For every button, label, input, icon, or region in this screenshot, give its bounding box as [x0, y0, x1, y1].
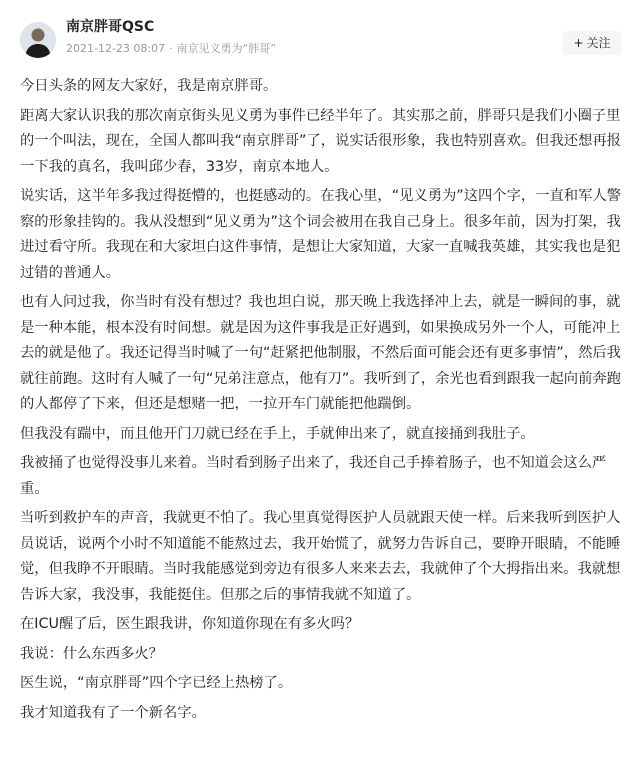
post-paragraph: 距离大家认识我的那次南京街头见义勇为事件已经半年了。其实那之前，胖哥只是我们小圈子里的一个叫法，现在，全国人都叫我“南京胖哥”了，说实话很形象，我也特别喜欢。但我还想再报一下我的真名，我叫邱少春，33岁，南京本地人。 — [20, 107, 621, 175]
post-paragraph: 当听到救护车的声音，我就更不怕了。我心里真觉得医护人员就跟天使一样。后来我听到医护人员说话，说两个小时不知道能不能熬过去，我开始慌了，就努力告诉自己，要睁开眼睛，不能睡觉，但我睁不开眼睛。当时我能感觉到旁边有很多人来来去去，我就伸了个大拇指出来。我就想告诉大家，我没事，我能挺住。但那之后的事情我就不知道了。 — [20, 510, 621, 603]
avatar-person-icon — [20, 22, 56, 58]
post-paragraph: 也有人问过我，你当时有没有想过？我也坦白说，那天晚上我选择冲上去，就是一瞬间的事，就是一种本能，根本没有时间想。就是因为这件事我是正好遇到，如果换成另外一个人，可能冲上去的就是他了。我还记得当时喊了一句“赶紧把他制服，不然后面可能会还有更多事情”，然后我就往前跑。这时有人喊了一句“兄弟注意点，他有刀”。我听到了，余光也看到跟我一起向前奔跑的人都停了下来，但还是想赌一把，一拉开车门就能把他踹倒。 — [20, 294, 621, 412]
post-header — [0, 0, 641, 70]
plus-icon: + — [573, 36, 584, 50]
post-paragraph: 医生说，“南京胖哥”四个字已经上热榜了。 — [20, 675, 293, 691]
avatar[interactable] — [20, 22, 56, 58]
post-paragraph: 说实话，这半年多我过得挺懵的，也挺感动的。在我心里，“见义勇为”这四个字，一直和军人警察的形象挂钩的。我从没想到“见义勇为”这个词会被用在我自己身上。很多年前，因为打架，我进过看守所。我现在和大家坦白这件事情，是想让大家知道，大家一直喊我英雄，其实我也是犯过错的普通人。 — [20, 188, 621, 281]
follow-button[interactable] — [563, 31, 621, 55]
author-subtitle: 南京见义勇为“胖哥” — [176, 42, 277, 55]
meta-separator: · — [169, 42, 173, 55]
author-name[interactable]: 南京胖哥QSC — [66, 19, 155, 35]
post-meta — [66, 41, 276, 57]
post-paragraph: 在ICU醒了后，医生跟我讲，你知道你现在有多火吗？ — [20, 616, 360, 632]
follow-button-label: 关注 — [586, 36, 611, 50]
post-paragraph: 我说：什么东西多火？ — [20, 645, 163, 662]
post-content — [20, 74, 622, 730]
post-paragraph: 我才知道我有了一个新名字。 — [20, 704, 206, 721]
post-paragraph: 我被捅了也觉得没事儿来着。当时看到肠子出来了，我还自己手捧着肠子，也不知道会这么严重。 — [20, 455, 607, 497]
post-paragraph: 今日头条的网友大家好，我是南京胖哥。 — [20, 78, 278, 94]
post-timestamp: 2021-12-23 08:07 — [66, 42, 166, 55]
post-paragraph: 但我没有踹中，而且他开门刀就已经在手上，手就伸出来了，就直接捅到我肚子。 — [20, 425, 535, 442]
